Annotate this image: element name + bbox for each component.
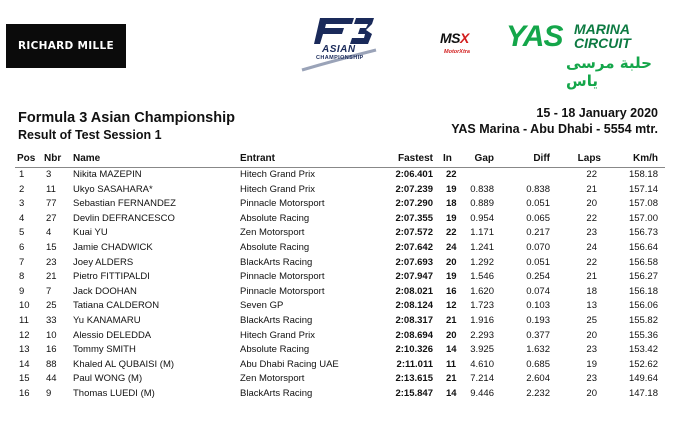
cell-entrant: Hitech Grand Prix — [240, 169, 315, 180]
cell-entrant: Hitech Grand Prix — [240, 329, 315, 341]
cell-diff: 0.051 — [526, 256, 550, 268]
cell-name: Jack DOOHAN — [73, 285, 137, 297]
cell-laps: 22 — [586, 169, 597, 180]
cell-kmh: 152.62 — [628, 358, 658, 370]
cell-entrant: Absolute Racing — [240, 344, 310, 356]
yas-marina-circuit-logo — [506, 20, 674, 90]
table-row — [0, 343, 680, 357]
cell-entrant: Zen Motorsport — [240, 373, 305, 385]
cell-gap: 1.292 — [470, 256, 494, 268]
cell-gap: 1.546 — [470, 271, 494, 283]
header-gap: Gap — [474, 153, 494, 164]
cell-kmh: 156.18 — [628, 285, 658, 297]
cell-diff: 2.604 — [526, 373, 550, 385]
table-row — [0, 183, 680, 197]
cell-entrant: BlackArts Racing — [240, 256, 313, 268]
table-row — [0, 299, 680, 313]
msx-logo-x: X — [460, 30, 469, 46]
cell-diff: 0.070 — [526, 242, 550, 253]
cell-nbr: 23 — [46, 256, 57, 268]
cell-kmh: 157.14 — [628, 183, 658, 195]
cell-entrant: Seven GP — [240, 300, 284, 312]
cell-pos: 10 — [19, 300, 30, 312]
cell-pos: 3 — [19, 198, 25, 210]
cell-gap: 3.925 — [470, 344, 494, 356]
cell-in: 20 — [446, 329, 457, 341]
cell-laps: 13 — [586, 300, 597, 312]
yas-logo-circuit: CIRCUIT — [574, 35, 631, 51]
cell-name: Paul WONG (M) — [73, 373, 143, 385]
cell-laps: 23 — [586, 227, 597, 239]
cell-nbr: 88 — [46, 358, 57, 370]
cell-diff: 0.074 — [526, 285, 550, 297]
yas-logo-word: YAS — [506, 20, 563, 53]
cell-fastest: 2:07.355 — [395, 212, 433, 224]
cell-entrant: Zen Motorsport — [240, 227, 305, 239]
cell-gap: 1.916 — [470, 315, 494, 326]
cell-pos: 13 — [19, 344, 30, 356]
cell-nbr: 21 — [46, 271, 57, 283]
cell-kmh: 155.36 — [628, 329, 658, 341]
cell-gap: 0.838 — [470, 183, 494, 195]
cell-nbr: 10 — [46, 329, 57, 341]
cell-kmh: 157.08 — [628, 198, 658, 210]
cell-diff: 0.103 — [526, 300, 550, 312]
cell-diff: 0.193 — [526, 315, 550, 326]
cell-in: 12 — [446, 300, 457, 312]
cell-pos: 15 — [19, 373, 30, 385]
cell-laps: 18 — [586, 285, 597, 297]
cell-name: Jamie CHADWICK — [73, 242, 153, 253]
cell-gap: 4.610 — [470, 358, 494, 370]
cell-entrant: Absolute Racing — [240, 212, 310, 224]
cell-fastest: 2:11.011 — [396, 358, 433, 370]
msx-logo-text — [440, 30, 469, 46]
cell-entrant: Pinnacle Motorsport — [240, 198, 325, 210]
cell-name: Tatiana CALDERON — [73, 300, 160, 312]
cell-name: Devlin DEFRANCESCO — [73, 212, 175, 224]
cell-fastest: 2:13.615 — [395, 373, 433, 385]
cell-pos: 11 — [19, 315, 29, 326]
f3-logo-championship-text: CHAMPIONSHIP — [316, 55, 364, 61]
cell-pos: 2 — [19, 183, 25, 195]
cell-gap: 9.446 — [470, 388, 494, 399]
cell-gap: 0.889 — [470, 198, 494, 210]
cell-fastest: 2:08.694 — [395, 329, 433, 341]
cell-fastest: 2:07.239 — [395, 183, 433, 195]
cell-laps: 23 — [586, 344, 597, 356]
table-row — [0, 285, 680, 299]
cell-kmh: 149.64 — [628, 373, 658, 385]
cell-diff: 1.632 — [526, 344, 550, 356]
cell-kmh: 156.58 — [628, 256, 658, 268]
cell-fastest: 2:10.326 — [395, 344, 433, 356]
cell-nbr: 4 — [46, 227, 52, 239]
cell-entrant: Hitech Grand Prix — [240, 183, 315, 195]
cell-laps: 19 — [586, 358, 597, 370]
cell-name: Tommy SMITH — [73, 344, 136, 356]
cell-entrant: BlackArts Racing — [240, 388, 313, 399]
cell-entrant: Absolute Racing — [240, 242, 310, 253]
cell-in: 22 — [446, 169, 457, 180]
table-row — [0, 226, 680, 240]
table-row — [0, 372, 680, 386]
header-laps: Laps — [577, 153, 601, 164]
cell-gap: 0.954 — [470, 212, 494, 224]
event-venue: YAS Marina - Abu Dhabi - 5554 mtr. — [451, 122, 658, 136]
cell-gap: 1.241 — [470, 242, 494, 253]
table-row — [0, 212, 680, 226]
cell-nbr: 11 — [46, 183, 56, 195]
cell-laps: 20 — [586, 329, 597, 341]
header-nbr: Nbr — [44, 153, 62, 164]
cell-fastest: 2:07.290 — [395, 198, 433, 210]
cell-diff: 0.065 — [526, 212, 550, 224]
table-row — [0, 387, 680, 401]
cell-nbr: 27 — [46, 212, 57, 224]
cell-in: 14 — [446, 388, 457, 399]
cell-gap: 2.293 — [470, 329, 494, 341]
cell-nbr: 33 — [46, 315, 57, 326]
cell-nbr: 3 — [46, 169, 52, 180]
f3-asian-championship-logo — [292, 14, 380, 76]
cell-entrant: Abu Dhabi Racing UAE — [240, 358, 339, 370]
header-fastest: Fastest — [397, 153, 433, 164]
header-pos: Pos — [17, 153, 36, 164]
f3-logo-asian-text: ASIAN — [322, 44, 356, 55]
cell-fastest: 2:06.401 — [395, 169, 433, 180]
cell-entrant: Pinnacle Motorsport — [240, 271, 325, 283]
cell-pos: 4 — [19, 212, 25, 224]
cell-kmh: 153.42 — [628, 344, 658, 356]
cell-name: Pietro FITTIPALDI — [73, 271, 150, 283]
cell-fastest: 2:08.317 — [395, 315, 433, 326]
cell-nbr: 15 — [46, 242, 57, 253]
cell-in: 11 — [446, 358, 457, 370]
cell-name: Alessio DELEDDA — [73, 329, 152, 341]
cell-pos: 5 — [19, 227, 25, 239]
cell-kmh: 156.64 — [628, 242, 658, 253]
cell-laps: 20 — [586, 198, 597, 210]
cell-laps: 24 — [586, 242, 597, 253]
cell-kmh: 157.00 — [628, 212, 658, 224]
cell-in: 16 — [446, 285, 457, 297]
richard-mille-logo — [6, 24, 126, 68]
cell-name: Nikita MAZEPIN — [73, 169, 142, 180]
table-row — [0, 314, 680, 328]
cell-name: Thomas LUEDI (M) — [73, 388, 155, 399]
table-row — [0, 168, 680, 182]
cell-name: Ukyo SASAHARA* — [73, 183, 153, 195]
cell-laps: 20 — [586, 388, 597, 399]
cell-kmh: 156.06 — [628, 300, 658, 312]
cell-pos: 1 — [19, 169, 25, 180]
cell-diff: 0.217 — [526, 227, 550, 239]
cell-in: 18 — [446, 198, 457, 210]
cell-laps: 25 — [586, 315, 597, 326]
cell-pos: 14 — [19, 358, 30, 370]
cell-laps: 22 — [586, 256, 597, 268]
cell-fastest: 2:08.124 — [395, 300, 433, 312]
cell-name: Khaled AL QUBAISI (M) — [73, 358, 175, 370]
header-kmh: Km/h — [633, 153, 658, 164]
cell-entrant: Pinnacle Motorsport — [240, 285, 325, 297]
richard-mille-logo-text: RICHARD MILLE — [18, 40, 114, 52]
msx-logo-ms: MS — [440, 30, 460, 46]
cell-in: 21 — [446, 315, 457, 326]
cell-kmh: 147.18 — [628, 388, 658, 399]
table-row — [0, 358, 680, 372]
cell-fastest: 2:08.021 — [395, 285, 433, 297]
cell-gap: 7.214 — [470, 373, 494, 385]
cell-diff: 0.051 — [526, 198, 550, 210]
cell-pos: 12 — [19, 329, 30, 341]
cell-diff: 0.377 — [526, 329, 550, 341]
cell-in: 14 — [446, 344, 457, 356]
header-in: In — [443, 153, 452, 164]
event-date: 15 - 18 January 2020 — [536, 106, 658, 120]
msx-logo-subtext: MotorXtra — [444, 49, 470, 55]
cell-diff: 0.254 — [526, 271, 550, 283]
cell-pos: 8 — [19, 271, 25, 283]
yas-logo-marina: MARINA — [574, 21, 630, 37]
cell-laps: 21 — [586, 183, 597, 195]
cell-kmh: 156.73 — [628, 227, 658, 239]
cell-fastest: 2:07.947 — [395, 271, 433, 283]
cell-fastest: 2:07.693 — [395, 256, 433, 268]
cell-kmh: 156.27 — [628, 271, 658, 283]
cell-nbr: 16 — [46, 344, 57, 356]
cell-fastest: 2:07.572 — [395, 227, 433, 239]
cell-nbr: 44 — [46, 373, 57, 385]
table-row — [0, 197, 680, 211]
cell-kmh: 158.18 — [628, 169, 658, 180]
cell-in: 20 — [446, 256, 457, 268]
cell-kmh: 155.82 — [628, 315, 658, 326]
cell-pos: 7 — [19, 256, 25, 268]
table-row — [0, 241, 680, 255]
table-row — [0, 329, 680, 343]
cell-entrant: BlackArts Racing — [240, 315, 313, 326]
cell-laps: 22 — [586, 212, 597, 224]
cell-diff: 0.685 — [526, 358, 550, 370]
cell-laps: 21 — [586, 271, 597, 283]
cell-diff: 0.838 — [526, 183, 550, 195]
cell-laps: 23 — [586, 373, 597, 385]
cell-in: 22 — [446, 227, 457, 239]
cell-in: 19 — [446, 183, 457, 195]
table-row — [0, 270, 680, 284]
cell-fastest: 2:15.847 — [395, 388, 433, 399]
cell-nbr: 77 — [46, 198, 57, 210]
cell-name: Yu KANAMARU — [73, 315, 141, 326]
cell-name: Kuai YU — [73, 227, 108, 239]
cell-name: Sebastian FERNANDEZ — [73, 198, 176, 210]
yas-logo-arabic: حلبة مرسى ياس — [566, 54, 652, 90]
header-diff: Diff — [533, 153, 550, 164]
msx-motorxtra-logo — [436, 22, 486, 62]
cell-in: 19 — [446, 212, 457, 224]
cell-in: 21 — [446, 373, 457, 385]
header-entrant: Entrant — [240, 153, 275, 164]
header-name: Name — [73, 153, 101, 164]
cell-gap: 1.723 — [470, 300, 494, 312]
cell-name: Joey ALDERS — [73, 256, 134, 268]
cell-diff: 2.232 — [526, 388, 550, 399]
results-table-header — [0, 152, 680, 166]
cell-fastest: 2:07.642 — [395, 242, 433, 253]
cell-pos: 6 — [19, 242, 25, 253]
table-row — [0, 256, 680, 270]
cell-nbr: 7 — [46, 285, 52, 297]
document-subtitle: Result of Test Session 1 — [18, 128, 162, 142]
cell-in: 24 — [446, 242, 457, 253]
cell-pos: 16 — [19, 388, 30, 399]
cell-nbr: 9 — [46, 388, 52, 399]
cell-gap: 1.620 — [470, 285, 494, 297]
cell-gap: 1.171 — [470, 227, 494, 239]
cell-nbr: 25 — [46, 300, 57, 312]
document-title: Formula 3 Asian Championship — [18, 110, 235, 126]
cell-in: 19 — [446, 271, 457, 283]
cell-pos: 9 — [19, 285, 25, 297]
